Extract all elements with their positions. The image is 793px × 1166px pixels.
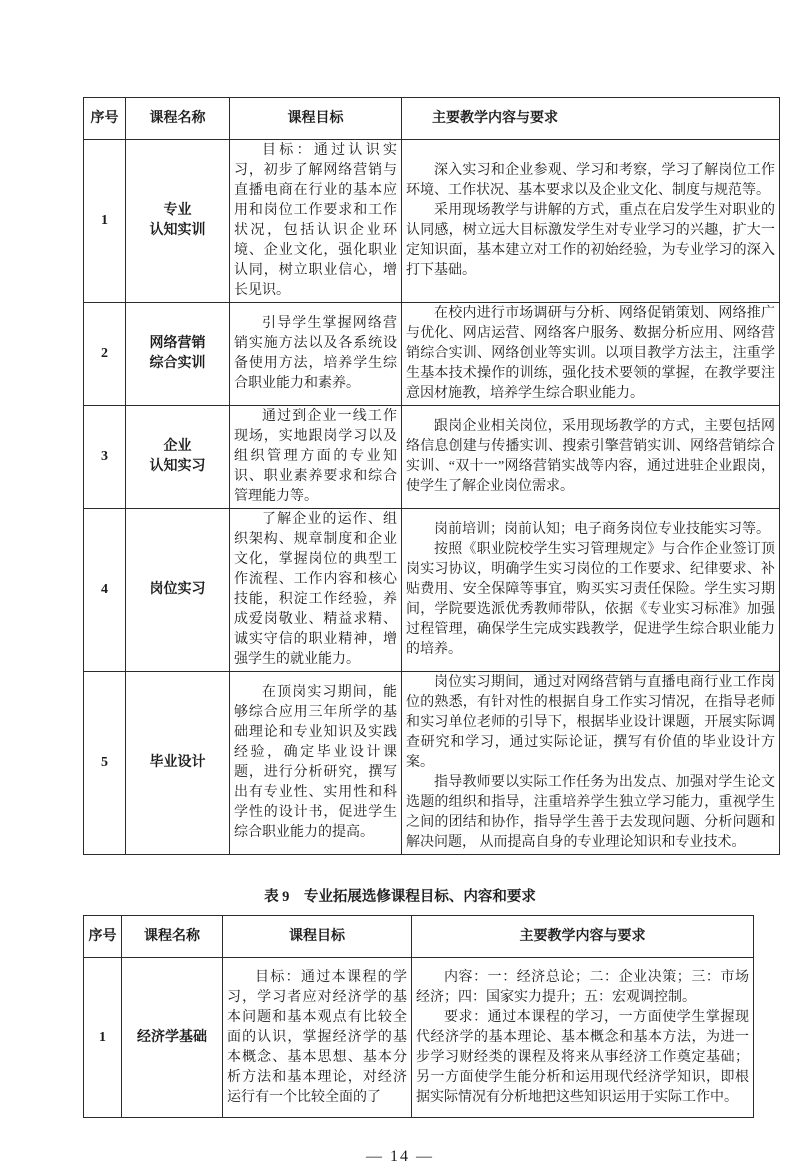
header-course-goal: 课程目标 — [230, 98, 402, 140]
table9-caption: 表 9 专业拓展选修课程目标、内容和要求 — [264, 889, 536, 905]
course-content — [402, 406, 780, 509]
row-number: 5 — [84, 672, 126, 855]
content-paragraph: 在校内进行市场调研与分析、网络促销策划、网络推广与优化、网店运营、网络客户服务、数据分析应用、网络营销综合实训、网络创业等实训。以项目教学方法主，注重学生基本技术操作的训练，强化技术要领的掌握，在教学要注意因材施教，培养学生综合职业能力。 — [406, 306, 775, 401]
row-number: 1 — [84, 140, 126, 303]
course-name — [126, 303, 230, 406]
goal-paragraph: 目标：通过认识实习，初步了解网络营销与直播电商在行业的基本应用和岗位工作要求和工作状况，包括认识企业环境、企业文化，强化职业认同，树立职业信心，增长见识。 — [234, 143, 397, 298]
goal-paragraph: 目标：通过本课程的学习，学习者应对经济学的基本问题和基本观点有比较全面的认识，掌握经济学的基本概念、基本思想、基本分析方法和基本理论，对经济运行有一个比较全面的了 — [227, 969, 407, 1105]
content-paragraph: 岗位实习期间，通过对网络营销与直播电商行业工作岗位的熟悉，有针对性的根据自身工作实习情况，在指导老师和实习单位老师的引导下，根据毕业设计课题，开展实际调查研究和学习，通过实际论证，撰写有价值的毕业设计方案。 — [406, 675, 775, 770]
table-row — [84, 509, 780, 672]
course-goal — [230, 303, 402, 406]
header-seq: 序号 — [84, 98, 126, 140]
page-content — [83, 97, 775, 1166]
row-number: 3 — [84, 406, 126, 509]
course-content — [402, 303, 780, 406]
course-goal — [223, 958, 412, 1118]
header-seq: 序号 — [84, 916, 122, 958]
content-paragraph: 深入实习和企业参观、学习和考察，学习了解岗位工作环境、工作状况、基本要求以及企业文化、制度与规范等。 — [406, 163, 775, 198]
content-paragraph: 采用现场教学与讲解的方式，重点在启发学生对职业的认同感，树立远大目标激发学生对专业学习的兴趣，扩大一定知识面，基本建立对工作的初始经验，为专业学习的深入打下基础。 — [406, 203, 775, 278]
content-paragraph: 跟岗企业相关岗位，采用现场教学的方式，主要包括网络信息创建与传播实训、搜索引擎营销实训、网络营销综合实训、“双十一”网络营销实战等内容，通过进驻企业跟岗，使学生了解企业岗位需求。 — [406, 419, 775, 494]
course-name-line: 认知实训 — [149, 223, 206, 238]
course-name-line: 企业 — [163, 439, 192, 454]
course-content — [412, 958, 754, 1118]
header-course-content: 主要教学内容与要求 — [412, 916, 754, 958]
content-paragraph: 要求：通过本课程的学习，一方面使学生掌握现代经济学的基本理论、基本概念和基本方法，为进一步学习财经类的课程及将来从事经济工作奠定基础；另一方面使学生能分析和运用现代经济学知识，即根据实际情况有分析地把这些知识运用于实际工作中。 — [416, 1009, 749, 1105]
course-content — [402, 140, 780, 303]
row-number: 1 — [84, 958, 122, 1118]
course-goal — [230, 672, 402, 855]
course-name — [122, 958, 223, 1118]
goal-paragraph: 引导学生掌握网络营销实施方法以及各系统设备使用方法，培养学生综合职业能力和素养。 — [234, 316, 397, 391]
content-paragraph: 岗前培训；岗前认知；电子商务岗位专业技能实习等。 — [434, 522, 770, 537]
table-row — [84, 672, 780, 855]
header-course-content: 主要教学内容与要求 — [402, 98, 780, 140]
table-row — [84, 303, 780, 406]
course-name — [126, 140, 230, 303]
table-row — [84, 958, 754, 1118]
course-name — [126, 406, 230, 509]
course-name-line: 岗位实习 — [149, 582, 206, 597]
practical-courses-table — [83, 97, 780, 855]
course-name-line: 专业 — [163, 203, 192, 218]
row-number: 4 — [84, 509, 126, 672]
course-goal — [230, 509, 402, 672]
header-course-name: 课程名称 — [122, 916, 223, 958]
elective-courses-table — [83, 915, 754, 1118]
course-content — [402, 672, 780, 855]
goal-paragraph: 在顶岗实习期间，能够综合应用三年所学的基础理论和专业知识及实践经验，确定毕业设计课题，进行分析研究，撰写出有专业性、实用性和科学性的设计书，促进学生综合职业能力的提高。 — [234, 685, 397, 840]
header-course-name: 课程名称 — [126, 98, 230, 140]
table-header-row — [84, 98, 780, 140]
goal-paragraph: 通过到企业一线工作现场，实地跟岗学习以及组织管理方面的专业知识、职业素养要求和综合管理能力等。 — [234, 409, 397, 504]
course-name — [126, 509, 230, 672]
course-content — [402, 509, 780, 672]
row-number: 2 — [84, 303, 126, 406]
course-name-line: 网络营销 — [149, 336, 206, 351]
table-row — [84, 140, 780, 303]
course-name-line: 经济学基础 — [137, 1029, 207, 1045]
content-paragraph: 按照《职业院校学生实习管理规定》与合作企业签订顶岗实习协议，明确学生实习岗位的工作要求、纪律要求、补贴费用、安全保障等事宜，购买实习责任保险。学生实习期间，学院要选派优秀教师带队，依据《专业实习标准》加强过程管理，确保学生完成实践教学，促进学生综合职业能力的培养。 — [406, 542, 775, 657]
course-name — [126, 672, 230, 855]
goal-paragraph: 了解企业的运作、组织架构、规章制度和企业文化，掌握岗位的典型工作流程、工作内容和核心技能，积淀工作经验，养成爱岗敬业、精益求精、诚实守信的职业精神，增强学生的就业能力。 — [234, 512, 397, 667]
header-course-goal: 课程目标 — [223, 916, 412, 958]
course-name-line: 认知实习 — [149, 459, 206, 474]
course-goal — [230, 140, 402, 303]
course-goal — [230, 406, 402, 509]
page-number: — 14 — — [366, 1148, 434, 1165]
course-name-line: 毕业设计 — [149, 755, 206, 770]
table-row — [84, 406, 780, 509]
table-header-row — [84, 916, 754, 958]
course-name-line: 综合实训 — [149, 356, 206, 371]
content-paragraph: 内容：一：经济总论；二：企业决策；三：市场经济；四：国家实力提升；五：宏观调控制。 — [416, 969, 749, 1005]
content-paragraph: 指导教师要以实际工作任务为出发点、加强对学生论文选题的组织和指导，注重培养学生独立学习能力，重视学生之间的团结和协作，指导学生善于去发现问题、分析问题和解决问题， 从而提高自身的专业理论知识和专业技术。 — [406, 775, 775, 850]
